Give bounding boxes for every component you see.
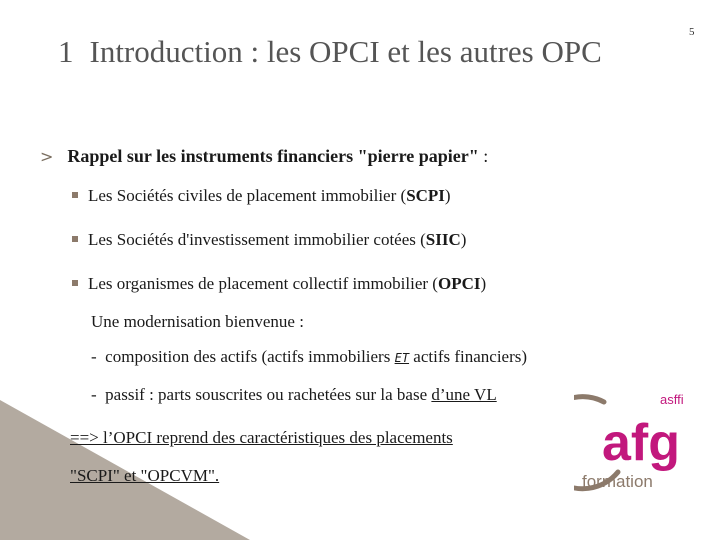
square-bullet-icon <box>72 280 78 286</box>
bullet-suffix: ) <box>480 274 487 293</box>
title-text: Introduction : les OPCI et les autres OPC <box>89 34 602 69</box>
sub-item-passif <box>91 385 497 405</box>
sub-item-composition <box>91 347 527 367</box>
square-bullet-icon <box>72 236 78 242</box>
sub-item-text: composition des actifs (actifs immobiliers <box>105 347 395 366</box>
bullet-text: Les Sociétés civiles de placement immobilier ( <box>88 186 407 205</box>
bullet-acronym: OPCI <box>437 274 481 293</box>
sub-item-emphasis: d’une VL <box>431 385 497 404</box>
square-bullet-icon <box>72 192 78 198</box>
heading-suffix: : <box>478 146 489 166</box>
bullet-siic <box>72 230 466 250</box>
logo-small-text: asffi <box>660 392 684 407</box>
bullet-acronym: SIIC <box>425 230 461 249</box>
title-number: 1 <box>58 34 74 69</box>
bullet-text: Les organismes de placement collectif immobilier ( <box>88 274 438 293</box>
slide-number: 5 <box>689 26 695 38</box>
bullet-scpi <box>72 186 451 206</box>
dash-marker: - <box>91 385 97 404</box>
heading-text: Rappel sur les instruments financiers "pierre papier" <box>67 146 479 166</box>
sub-item-emphasis: ET <box>394 351 410 365</box>
modernisation-line: Une modernisation bienvenue : <box>91 312 304 331</box>
section-heading <box>40 146 488 167</box>
conclusion-line-2: "SCPI" et "OPCVM". <box>70 466 220 485</box>
conclusion-line-1: ==> l’OPCI reprend des caractéristiques des placements <box>70 428 453 447</box>
dash-marker: - <box>91 347 97 366</box>
chevron-right-icon: > <box>40 147 54 166</box>
logo-caption: formation <box>582 472 653 491</box>
sub-item-text: passif : parts souscrites ou rachetées sur la base <box>105 385 432 404</box>
slide-title <box>58 34 602 70</box>
bullet-text: Les Sociétés d'investissement immobilier cotées ( <box>88 230 426 249</box>
bullet-acronym: SCPI <box>406 186 445 205</box>
logo-big-text: afg <box>602 414 680 472</box>
bullet-opci <box>72 274 486 294</box>
sub-item-text-end: actifs financiers) <box>409 347 528 366</box>
afg-formation-logo <box>574 384 694 494</box>
bullet-suffix: ) <box>444 186 451 205</box>
bullet-suffix: ) <box>460 230 467 249</box>
